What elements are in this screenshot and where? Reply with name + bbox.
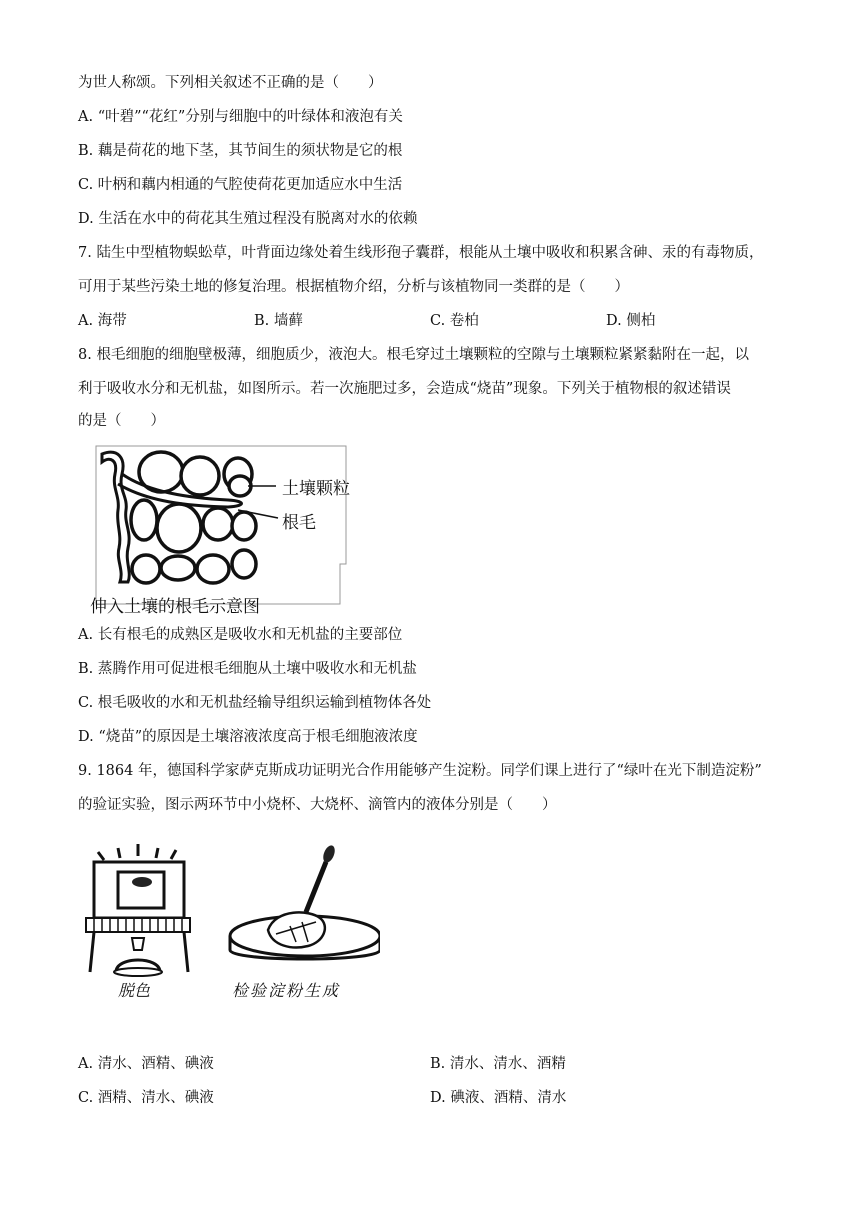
steam-lines bbox=[98, 844, 176, 860]
q6-stem-tail: 为世人称颂。下列相关叙述不正确的是（ ） bbox=[78, 75, 383, 91]
label-root-hair: 根毛 bbox=[282, 513, 316, 533]
label-starch-test: 检验淀粉生成 bbox=[232, 981, 341, 1000]
q6-option-d: D. 生活在水中的荷花其生殖过程没有脱离对水的依赖 bbox=[78, 211, 418, 227]
q6-option-b: B. 藕是荷花的地下茎，其节间生的须状物是它的根 bbox=[78, 143, 403, 159]
q8-option-b: B. 蒸腾作用可促进根毛细胞从土壤中吸收水和无机盐 bbox=[78, 661, 417, 677]
q6-option-a: A. “叶碧”“花红”分别与细胞中的叶绿体和液泡有关 bbox=[78, 109, 403, 125]
dropper bbox=[306, 862, 326, 912]
q6-option-c: C. 叶柄和藕内相通的气腔使荷花更加适应水中生活 bbox=[78, 177, 403, 193]
q9-stem-line1: 9. 1864 年，德国科学家萨克斯成功证明光合作用能够产生淀粉。同学们课上进行了“绿叶在光下制造淀粉” bbox=[78, 763, 762, 779]
q9-option-b: B. 清水、清水、酒精 bbox=[430, 1056, 566, 1072]
q8-stem-line1: 8. 根毛细胞的细胞壁极薄，细胞质少，液泡大。根毛穿过土壤颗粒的空隙与土壤颗粒紧紧黏附在一起，以 bbox=[78, 347, 749, 363]
leaf-in-beaker bbox=[132, 877, 152, 887]
q8-option-d: D. “烧苗”的原因是土壤溶液浓度高于根毛细胞液浓度 bbox=[78, 729, 418, 745]
starch-experiment-figure bbox=[80, 838, 380, 1008]
q7-stem-line1: 7. 陆生中型植物蜈蚣草，叶背面边缘处着生线形孢子囊群，根能从土壤中吸收和积累含砷、汞的有毒物质， bbox=[78, 245, 764, 261]
leaf bbox=[268, 912, 325, 947]
label-soil-particle: 土壤颗粒 bbox=[282, 479, 350, 499]
q8-stem-line2: 利于吸收水分和无机盐，如图所示。若一次施肥过多，会造成“烧苗”现象。下列关于植物根的叙述错误 bbox=[78, 381, 731, 397]
soil-particles bbox=[131, 452, 256, 583]
q9-option-d: D. 碘液、酒精、清水 bbox=[430, 1090, 567, 1106]
figure-caption: 伸入土壤的根毛示意图 bbox=[90, 597, 260, 617]
q7-stem-line2: 可用于某些污染土地的修复治理。根据植物介绍，分析与该植物同一类群的是（ ） bbox=[78, 279, 629, 295]
q8-stem-line3: 的是（ ） bbox=[78, 413, 165, 429]
label-decolorize: 脱色 bbox=[118, 981, 151, 1000]
q7-option-c: C. 卷柏 bbox=[430, 313, 479, 329]
q9-option-a: A. 清水、酒精、碘液 bbox=[78, 1056, 214, 1072]
q9-option-c: C. 酒精、清水、碘液 bbox=[78, 1090, 214, 1106]
q8-option-a: A. 长有根毛的成熟区是吸收水和无机盐的主要部位 bbox=[78, 627, 403, 643]
flame bbox=[132, 938, 144, 950]
q7-option-a: A. 海带 bbox=[78, 313, 127, 329]
q8-option-c: C. 根毛吸收的水和无机盐经输导组织运输到植物体各处 bbox=[78, 695, 432, 711]
q7-option-b: B. 墙藓 bbox=[254, 313, 303, 329]
root-hair-figure bbox=[88, 444, 353, 616]
q9-stem-line2: 的验证实验，图示两环节中小烧杯、大烧杯、滴管内的液体分别是（ ） bbox=[78, 797, 557, 813]
q7-option-d: D. 侧柏 bbox=[606, 313, 656, 329]
